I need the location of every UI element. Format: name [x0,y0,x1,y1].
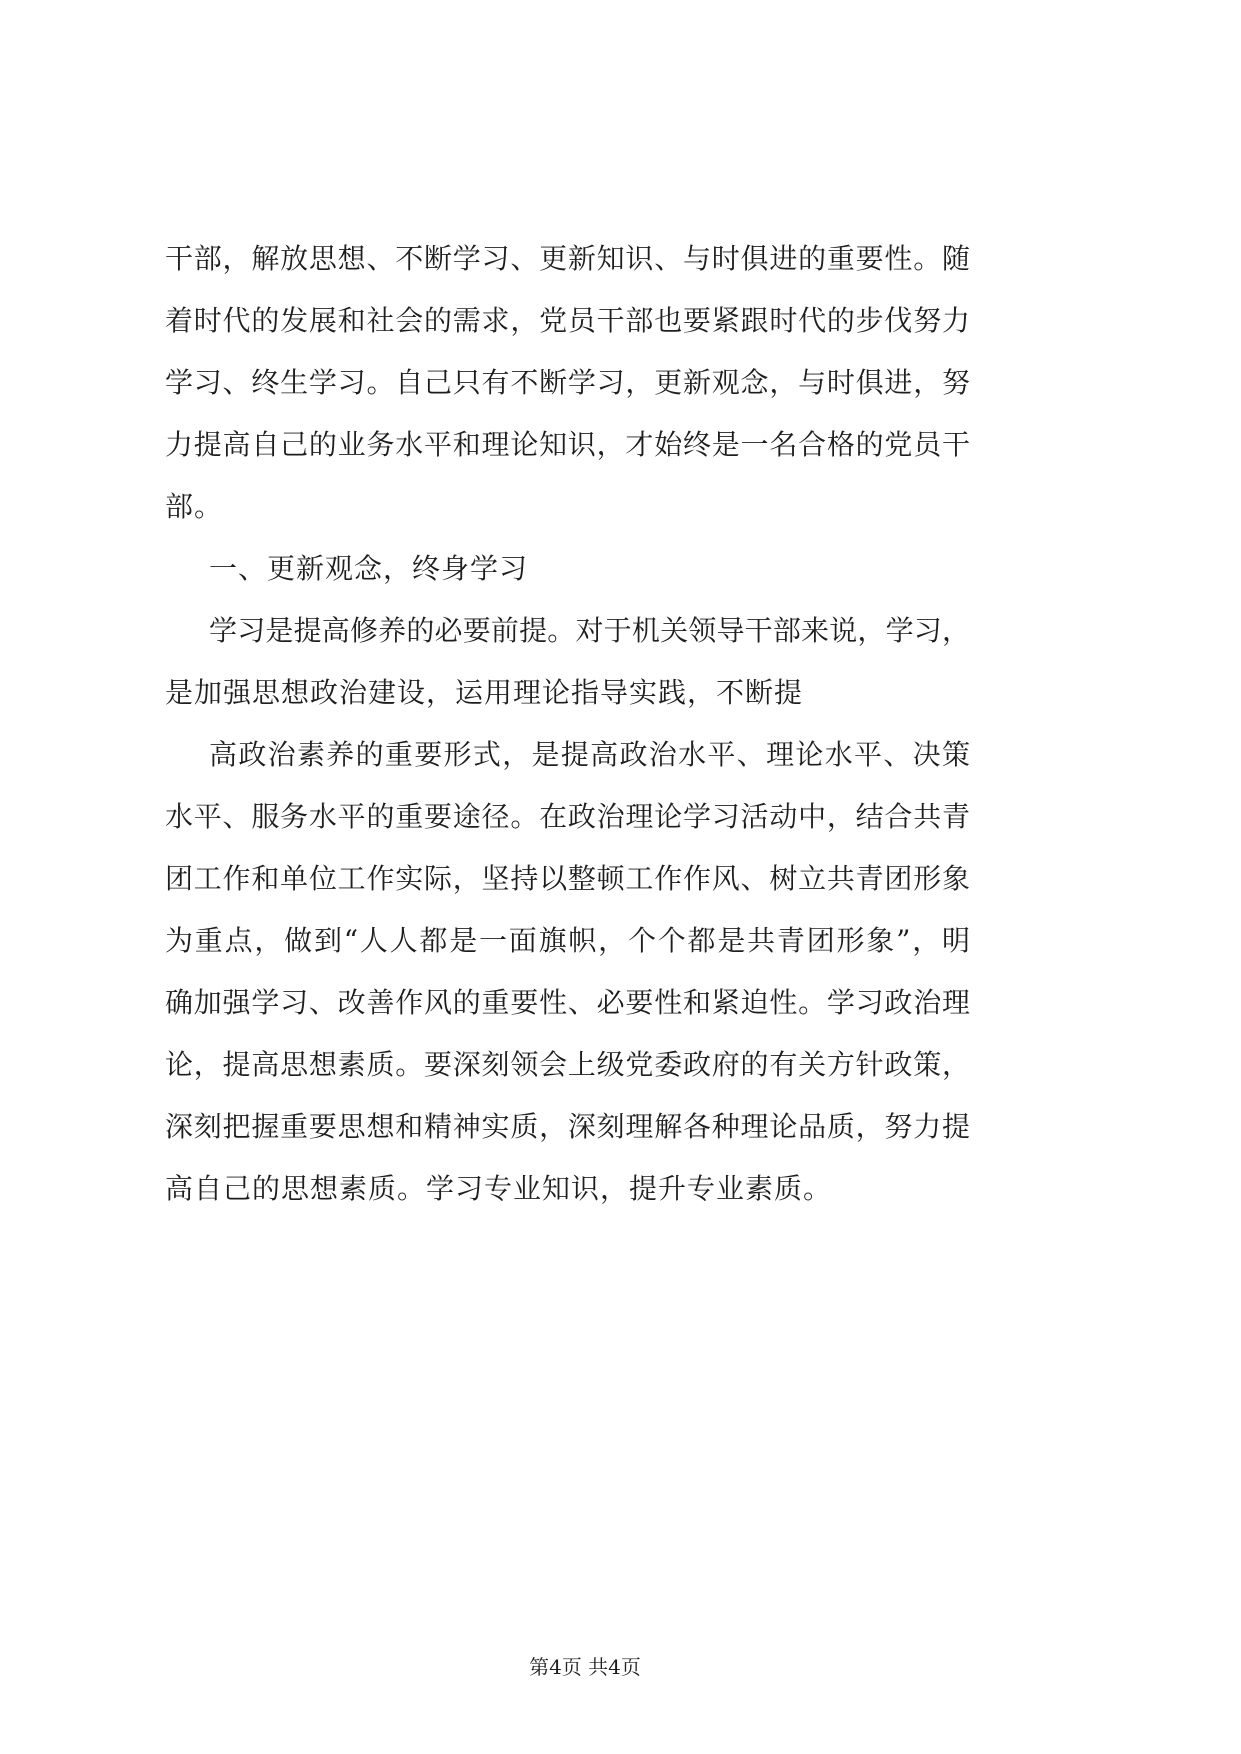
body-text [165,228,970,1220]
text-line: 水平、服务水平的重要途径。在政治理论学习活动中，结合共青 [165,800,970,833]
text-line: 高自己的思想素质。学习专业知识，提升专业素质。 [165,1172,833,1205]
section-heading: 一、更新观念，终身学习 [209,552,529,585]
text-line: 是加强思想政治建设，运用理论指导实践，不断提 [165,676,804,709]
text-line: 为重点，做到“人人都是一面旗帜，个个都是共青团形象”，明 [165,924,970,957]
text-line: 高政治素养的重要形式，是提高政治水平、理论水平、决策 [209,738,970,771]
text-line: 力提高自己的业务水平和理论知识，才始终是一名合格的党员干 [165,428,970,461]
page-number-footer: 第4页 共4页 [529,1655,641,1679]
text-line: 深刻把握重要思想和精神实质，深刻理解各种理论品质，努力提 [165,1110,970,1143]
text-line: 干部，解放思想、不断学习、更新知识、与时俱进的重要性。随 [165,242,970,275]
text-line: 团工作和单位工作实际，坚持以整顿工作作风、树立共青团形象 [165,862,970,895]
text-line: 学习是提高修养的必要前提。对于机关领导干部来说，学习， [209,614,970,647]
text-line: 论，提高思想素质。要深刻领会上级党委政府的有关方针政策， [165,1048,970,1081]
text-line: 确加强学习、改善作风的重要性、必要性和紧迫性。学习政治理 [165,986,970,1019]
text-line: 学习、终生学习。自己只有不断学习，更新观念，与时俱进，努 [165,366,970,399]
text-line: 着时代的发展和社会的需求，党员干部也要紧跟时代的步伐努力 [165,304,970,337]
text-line: 部。 [165,490,224,523]
